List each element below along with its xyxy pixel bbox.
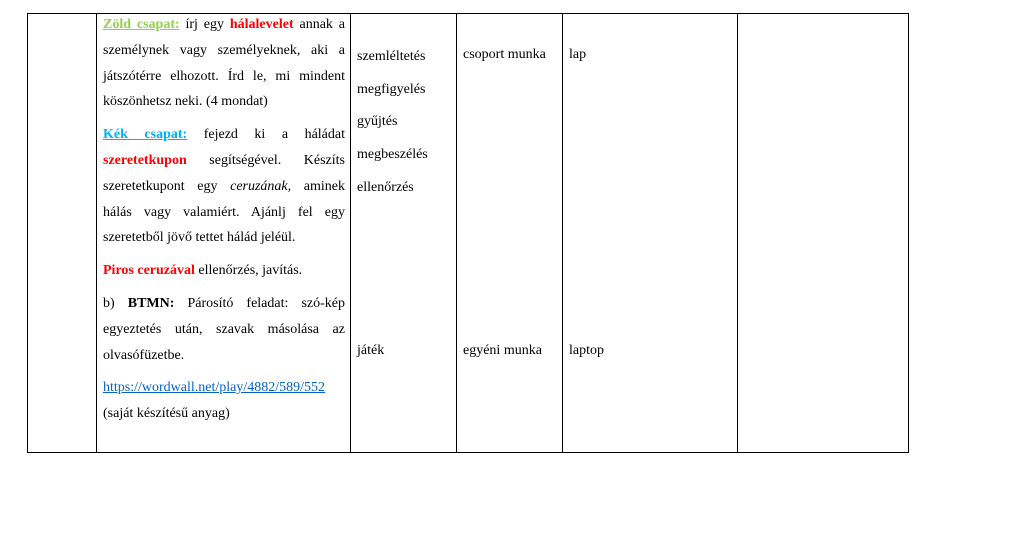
check-instruction: Piros ceruzával ellenőrzés, javítás. xyxy=(103,263,303,279)
method-item: megfigyelés xyxy=(357,81,426,97)
green-team-label: Zöld csapat: xyxy=(103,17,180,32)
green-team-task: Zöld csapat: írj egy hálalevelet annak a személynek vagy személyeknek, aki a játszótérre elhozott. Írd le, mi mindent köszönhetsz neki. (4 mondat) xyxy=(103,17,345,110)
method-item-game: játék xyxy=(357,343,385,358)
material-note: (saját készítésű anyag) xyxy=(103,406,230,422)
green-task-keyword: hálalevelet xyxy=(229,17,294,32)
tools-cell xyxy=(563,14,738,453)
method-item: szemléltetés xyxy=(357,49,426,64)
check-keyword: Piros ceruzával xyxy=(103,263,195,279)
work-form-individual: egyéni munka xyxy=(463,343,542,358)
lesson-plan-table xyxy=(27,13,909,453)
task-description xyxy=(103,12,345,427)
methods-cell xyxy=(351,14,457,453)
method-item: gyűjtés xyxy=(357,114,398,130)
blue-team-task: Kék csapat: fejezd ki a háládat szeretetkupon segítségével. Készíts szeretetkupont egy ceruzának, aminek hálás vagy valamiért. Ajánlj fel egy szeretetből jövő tettet hálád jeléül. xyxy=(103,127,345,246)
btmn-task: b) BTMN: Párosító feladat: szó-kép egyeztetés után, szavak másolása az olvasófüzetbe. xyxy=(103,295,345,363)
empty-cell-left xyxy=(28,14,97,453)
blue-task-keyword: szeretetkupon xyxy=(103,152,187,168)
methods-list xyxy=(357,47,428,210)
task-cell xyxy=(97,14,351,453)
blue-team-label: Kék csapat: xyxy=(103,127,188,143)
work-form-cell xyxy=(457,14,563,453)
empty-cell-right xyxy=(738,14,909,453)
tool-laptop: laptop xyxy=(569,343,604,358)
tool-sheet: lap xyxy=(569,47,587,62)
table-row xyxy=(28,14,909,453)
btmn-label: BTMN: xyxy=(127,295,175,311)
work-form-group: csoport munka xyxy=(463,47,546,62)
method-item: ellenőrzés xyxy=(357,179,414,195)
wordwall-link[interactable]: https://wordwall.net/play/4882/589/552 xyxy=(103,380,326,396)
method-item: megbeszélés xyxy=(357,147,428,163)
